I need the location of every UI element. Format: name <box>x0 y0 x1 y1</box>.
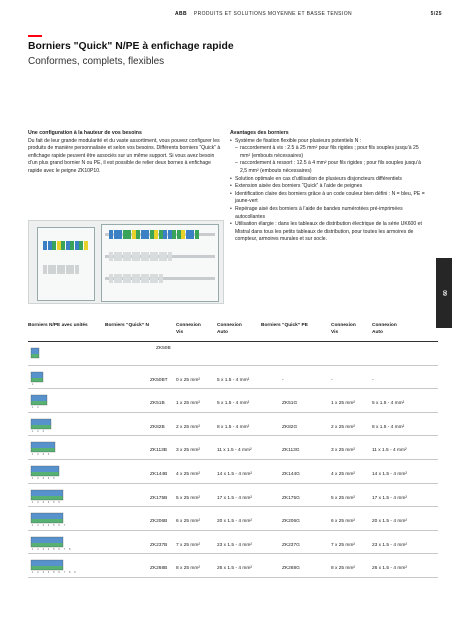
table-cell-pe-auto: 8 x 1.5 - 4 mm² <box>372 424 405 430</box>
brand-logo: ABB <box>175 11 188 17</box>
terminal-block-row <box>43 241 88 250</box>
terminal-number-strip: 1 2 3 4 5 6 7 <box>32 524 67 528</box>
table-cell-n: ZK237B <box>150 542 168 548</box>
advantages-heading: Avantages des borniers <box>230 130 289 136</box>
header-cell: Borniers “Quick” PE <box>261 323 308 328</box>
table-cell-pe-vis: - <box>331 377 333 383</box>
table-cell-pe: ZK51G <box>282 401 298 407</box>
intro-body: Du fait de leur grande modularité et du vaste assortiment, vous pouvez configurer les produits de manière personnalisée et selon vos besoins. Différents borniers “Quick” à enfichage rapide peuvent être associés sur un même support. Si vous avez besoin d’un plus grand bornier N ou PE, il est possible de relier deux bornes à enfichage rapide avec le peigne ZK10P10. <box>28 137 221 174</box>
table-cell-n-vis: 7 x 25 mm² <box>176 542 200 548</box>
table-cell-n-auto: 17 x 1.5 - 4 mm² <box>217 495 252 501</box>
table-cell-n: ZK82B <box>150 424 165 430</box>
page-header <box>175 11 442 21</box>
breaker-row <box>109 274 163 283</box>
advantage-item: • Extension aisée des borniers “Quick” à l’aide de peignes <box>230 183 426 191</box>
table-row <box>28 554 438 578</box>
advantage-item: • Utilisation élargie : dans les tableaux de distribution électrique de la série UK600 et Mistral dans tous les petits tableaux de distribution, pour toutes les armoires de compteur, armoires murales et sur socle. <box>230 221 426 244</box>
table-cell-pe-auto: 14 x 1.5 - 4 mm² <box>372 471 407 477</box>
header-cell: Connexion Auto <box>372 323 397 335</box>
product-table <box>28 323 438 578</box>
table-cell-pe-vis: 2 x 25 mm² <box>331 424 355 430</box>
distribution-board-photo <box>28 220 224 304</box>
table-cell-n: ZK144B <box>150 471 168 477</box>
advantage-item: • Repérage aisé des borniers à l’aide de bandes numérotées pré-imprimées autocollantes <box>230 206 426 221</box>
page-title: Borniers "Quick" N/PE à enfichage rapide <box>28 41 234 52</box>
terminal-number-strip: 1 2 3 4 5 6 7 8 9 <box>32 571 78 575</box>
page-number: 5/25 <box>430 11 442 17</box>
terminal-block-row <box>109 230 199 239</box>
table-cell-pe: ZK237G <box>282 542 300 548</box>
advantage-item: • Système de fixation flexible pour plusieurs potentiels N : <box>230 138 426 146</box>
terminal-number-strip: 1 2 3 4 5 6 7 8 <box>32 547 72 551</box>
table-cell-n-vis: 1 x 25 mm² <box>176 401 200 407</box>
header-cell: Borniers N/PE avec unités <box>28 323 88 328</box>
table-row <box>28 460 438 484</box>
terminal-number-strip: 1 2 3 4 5 6 <box>32 500 62 504</box>
table-cell-n-vis: 2 x 25 mm² <box>176 424 200 430</box>
table-cell-pe-vis: 4 x 25 mm² <box>331 471 355 477</box>
accent-bar <box>28 35 42 37</box>
table-cell-n: ZK50B <box>156 346 171 351</box>
terminal-number-strip: 1 2 3 4 5 <box>32 476 57 480</box>
table-row <box>28 366 438 390</box>
table-cell-n-auto: 8 x 1.5 - 4 mm² <box>217 424 250 430</box>
table-cell-pe: - <box>282 377 284 383</box>
table-cell-pe-auto: 20 x 1.5 - 4 mm² <box>372 519 407 525</box>
advantage-item: – raccordement à vis : 2.5 à 25 mm² pour fils rigides ; pour fils souples jusqu’à 25 mm² (embouts nécessaires) <box>230 145 426 160</box>
terminal-block-thumbnail <box>30 345 62 362</box>
terminal-number-strip: 1 2 <box>32 406 41 410</box>
table-cell-pe-vis: 3 x 25 mm² <box>331 448 355 454</box>
table-cell-n-vis: 8 x 25 mm² <box>176 566 200 572</box>
header-cell: Connexion Vis <box>176 323 201 335</box>
header-cell: Connexion Vis <box>331 323 356 335</box>
table-cell-n: ZK206B <box>150 519 168 525</box>
table-cell-n-vis: 3 x 25 mm² <box>176 448 200 454</box>
breaker-row <box>43 265 79 274</box>
table-cell-pe: ZK206G <box>282 519 300 525</box>
table-cell-n-auto: 20 x 1.5 - 4 mm² <box>217 519 252 525</box>
table-cell-pe-vis: 8 x 25 mm² <box>331 566 355 572</box>
terminal-number-strip: 1 2 3 4 <box>32 453 51 457</box>
table-cell-n-vis: 6 x 25 mm² <box>176 519 200 525</box>
header-section: PRODUITS ET SOLUTIONS MOYENNE ET BASSE TENSION <box>193 11 352 17</box>
header-cell: Borniers “Quick” N <box>105 323 149 328</box>
table-cell-n-auto: 5 x 1.5 - 4 mm² <box>217 401 250 407</box>
table-cell-pe-vis: 1 x 25 mm² <box>331 401 355 407</box>
table-cell-pe-vis: 7 x 25 mm² <box>331 542 355 548</box>
table-cell-n: ZK113B <box>150 448 167 454</box>
table-cell-n-vis: 5 x 25 mm² <box>176 495 200 501</box>
table-row <box>28 389 438 413</box>
advantage-item: • Solution optimale en cas d’utilisation de plusieurs disjoncteurs différentiels <box>230 176 426 184</box>
page-subtitle: Conformes, complets, flexibles <box>28 56 165 67</box>
table-row <box>28 531 438 555</box>
chapter-tab: 09 <box>436 258 452 328</box>
table-cell-pe-vis: 5 x 25 mm² <box>331 495 355 501</box>
table-row <box>28 484 438 508</box>
table-cell-pe-auto: 23 x 1.5 - 4 mm² <box>372 542 407 548</box>
intro-heading: Une configuration à la hauteur de vos besoins <box>28 130 142 136</box>
table-cell-pe: ZK175G <box>282 495 300 501</box>
enclosure-panel-left <box>37 227 95 301</box>
table-cell-n-auto: 26 x 1.5 - 4 mm² <box>217 566 252 572</box>
table-cell-pe-auto: 17 x 1.5 - 4 mm² <box>372 495 407 501</box>
table-cell-n: ZK175B <box>150 495 168 501</box>
table-cell-pe: ZK268G <box>282 566 300 572</box>
table-row <box>28 413 438 437</box>
terminal-number-strip: 1 <box>32 382 35 386</box>
table-cell-n-auto: 14 x 1.5 - 4 mm² <box>217 471 252 477</box>
advantage-item: – raccordement à ressort : 12.5 à 4 mm² pour fils rigides ; pour fils souples jusqu’à 2,5 mm² (embouts nécessaires) <box>230 160 426 175</box>
table-cell-n: ZK50BT <box>150 377 168 383</box>
table-row <box>28 342 438 366</box>
table-cell-n: ZK268B <box>150 566 168 572</box>
table-row <box>28 507 438 531</box>
table-row <box>28 436 438 460</box>
table-cell-pe: ZK82G <box>282 424 298 430</box>
table-cell-n: ZK51B <box>150 401 165 407</box>
table-cell-n-vis: 4 x 25 mm² <box>176 471 200 477</box>
table-cell-pe: ZK113G <box>282 448 300 454</box>
table-cell-pe: ZK144G <box>282 471 300 477</box>
advantages-list <box>230 138 426 244</box>
terminal-number-strip: 1 2 3 <box>32 429 46 433</box>
table-cell-n-vis: 0 x 25 mm² <box>176 377 200 383</box>
breaker-row <box>109 252 172 261</box>
table-cell-pe-auto: 5 x 1.5 - 4 mm² <box>372 401 405 407</box>
table-cell-pe-auto: 11 x 1.5 - 4 mm² <box>372 448 407 454</box>
table-cell-n-auto: 11 x 1.5 - 4 mm² <box>217 448 252 454</box>
advantage-item: • Identification claire des borniers grâce à un code couleur bien défini : N = bleu, PE = jaune-vert <box>230 191 426 206</box>
header-cell: Connexion Auto <box>217 323 242 335</box>
advantages-column <box>230 130 426 244</box>
table-body <box>28 342 438 578</box>
table-cell-n-auto: 23 x 1.5 - 4 mm² <box>217 542 252 548</box>
table-header <box>28 323 438 342</box>
table-cell-n-auto: 5 x 1.5 - 4 mm² <box>217 377 250 383</box>
table-cell-pe-vis: 6 x 25 mm² <box>331 519 355 525</box>
table-cell-pe-auto: - <box>372 377 374 383</box>
table-cell-pe-auto: 26 x 1.5 - 4 mm² <box>372 566 407 572</box>
intro-column <box>28 130 224 176</box>
